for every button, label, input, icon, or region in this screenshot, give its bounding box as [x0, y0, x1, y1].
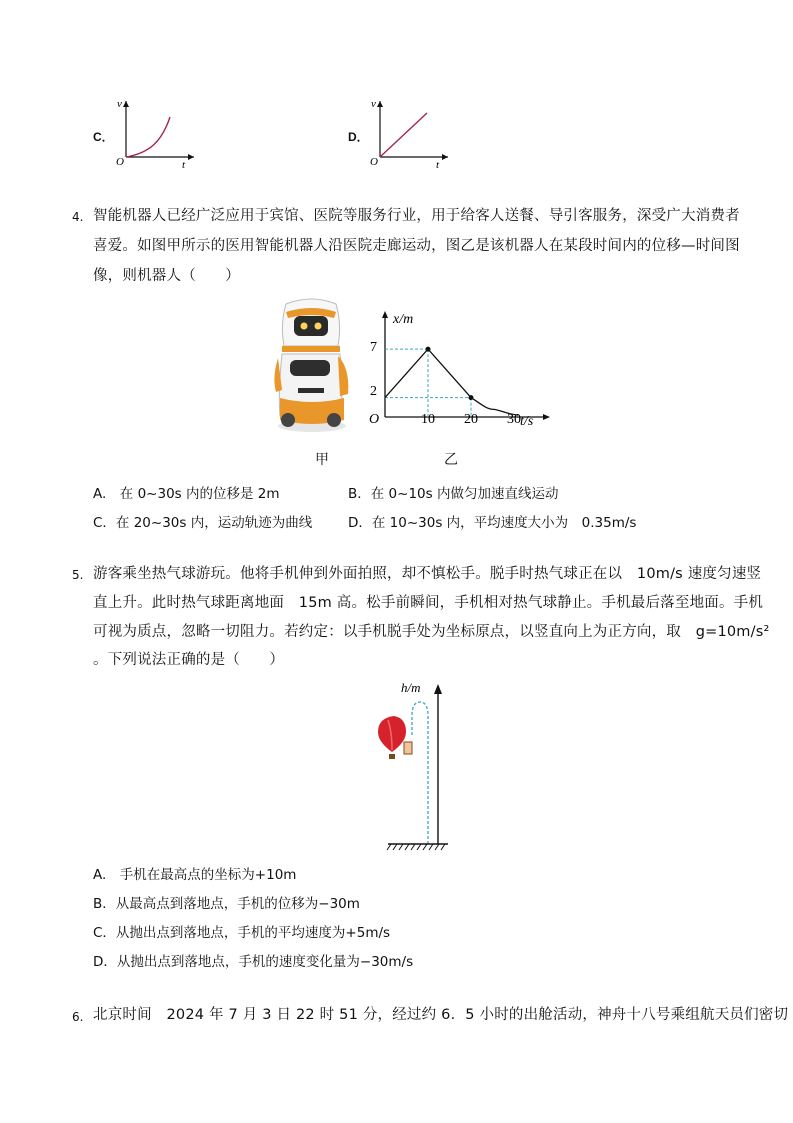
q5-option-b[interactable]: B．从最高点到落地点，手机的位移为−30m — [93, 896, 360, 912]
x-tick-20: 20 — [464, 412, 478, 427]
q4-stem-line-1: 智能机器人已经广泛应用于宾馆、医院等服务行业，用于给客人送餐、导引客服务，深受广大消费者 — [93, 208, 740, 224]
q4-number: 4. — [72, 210, 84, 224]
y-axis-arrow — [382, 311, 388, 318]
xt-chart — [360, 305, 555, 445]
q6-stem-line-1: 北京时间 2024 年 7 月 3 日 22 时 51 分，经过约 6．5 小时的出舱活动，神舟十八号乘组航天员们密切 — [93, 1007, 789, 1023]
x-tick-30: 30 — [507, 412, 521, 427]
option-d-label: D． — [348, 130, 369, 144]
q5-stem-line-3: 可视为质点，忽略一切阻力。若约定：以手机脱手处为坐标原点，以竖直向上为正方向，取 g=10m/s² — [93, 624, 770, 640]
balloon-diagram — [360, 676, 470, 860]
graph-c-origin: O — [116, 156, 124, 168]
option-c-label: C． — [93, 130, 114, 144]
q5-number: 5. — [72, 568, 84, 582]
graph-c-v-t — [110, 93, 200, 169]
graph-d-origin: O — [370, 156, 378, 168]
graph-d-v-t — [364, 93, 454, 169]
x-axis-arrow — [543, 414, 550, 420]
robot-image — [268, 298, 352, 436]
q5-stem-line-1: 游客乘坐热气球游玩。他将手机伸到外面拍照，却不慎松手。脱手时热气球正在以 10m/s 速度匀速竖 — [93, 566, 762, 582]
data-point-0 — [426, 347, 431, 352]
q4-option-a[interactable]: A. 在 0~30s 内的位移是 2m — [93, 486, 280, 502]
x-tick-10: 10 — [421, 412, 435, 427]
y-tick-2: 2 — [370, 384, 377, 399]
figure-label-yi: 乙 — [444, 452, 458, 468]
y-tick-7: 7 — [370, 340, 377, 355]
xt-plot-group — [385, 347, 518, 417]
graph-d-axis-t: t — [436, 159, 440, 169]
graph-c-axis-t: t — [182, 159, 186, 169]
q5-option-c[interactable]: C．从抛出点到落地点，手机的平均速度为+5m/s — [93, 925, 391, 941]
q4-option-b[interactable]: B．在 0~10s 内做匀加速直线运动 — [348, 486, 559, 502]
chart-origin: O — [369, 412, 380, 427]
phone-trajectory — [412, 702, 428, 844]
q5-stem-line-2: 直上升。此时热气球距离地面 15m 高。松手前瞬间，手机相对热气球静止。手机最后落至地面。手机 — [93, 595, 764, 611]
q4-stem-line-2: 喜爱。如图甲所示的医用智能机器人沿医院走廊运动，图乙是该机器人在某段时间内的位移—时间图 — [93, 238, 740, 254]
h-axis-label: h/m — [401, 680, 421, 695]
graph-d-line — [380, 113, 427, 157]
q4-stem-line-3: 像，则机器人（ ） — [93, 268, 240, 284]
q4-option-d[interactable]: D．在 10~30s 内，平均速度大小为 0.35m/s — [348, 515, 637, 531]
graph-d-axis-v: v — [371, 98, 376, 110]
y-axis-label: x/m — [393, 312, 414, 327]
q5-option-a[interactable]: A. 手机在最高点的坐标为+10m — [93, 867, 297, 883]
figure-label-jia: 甲 — [315, 452, 329, 468]
phone-icon — [404, 742, 412, 754]
q6-number: 6. — [72, 1010, 84, 1024]
data-point-1 — [469, 395, 474, 400]
q4-option-c[interactable]: C．在 20~30s 内，运动轨迹为曲线 — [93, 515, 313, 531]
q5-stem-line-4: 。下列说法正确的是（ ） — [93, 652, 285, 668]
q5-option-d[interactable]: D．从抛出点到落地点，手机的速度变化量为−30m/s — [93, 954, 414, 970]
graph-c-axis-v: v — [117, 98, 122, 110]
x-axis-label: t/s — [520, 414, 534, 429]
graph-c-curve — [126, 117, 170, 157]
h-axis-arrow — [434, 684, 442, 694]
